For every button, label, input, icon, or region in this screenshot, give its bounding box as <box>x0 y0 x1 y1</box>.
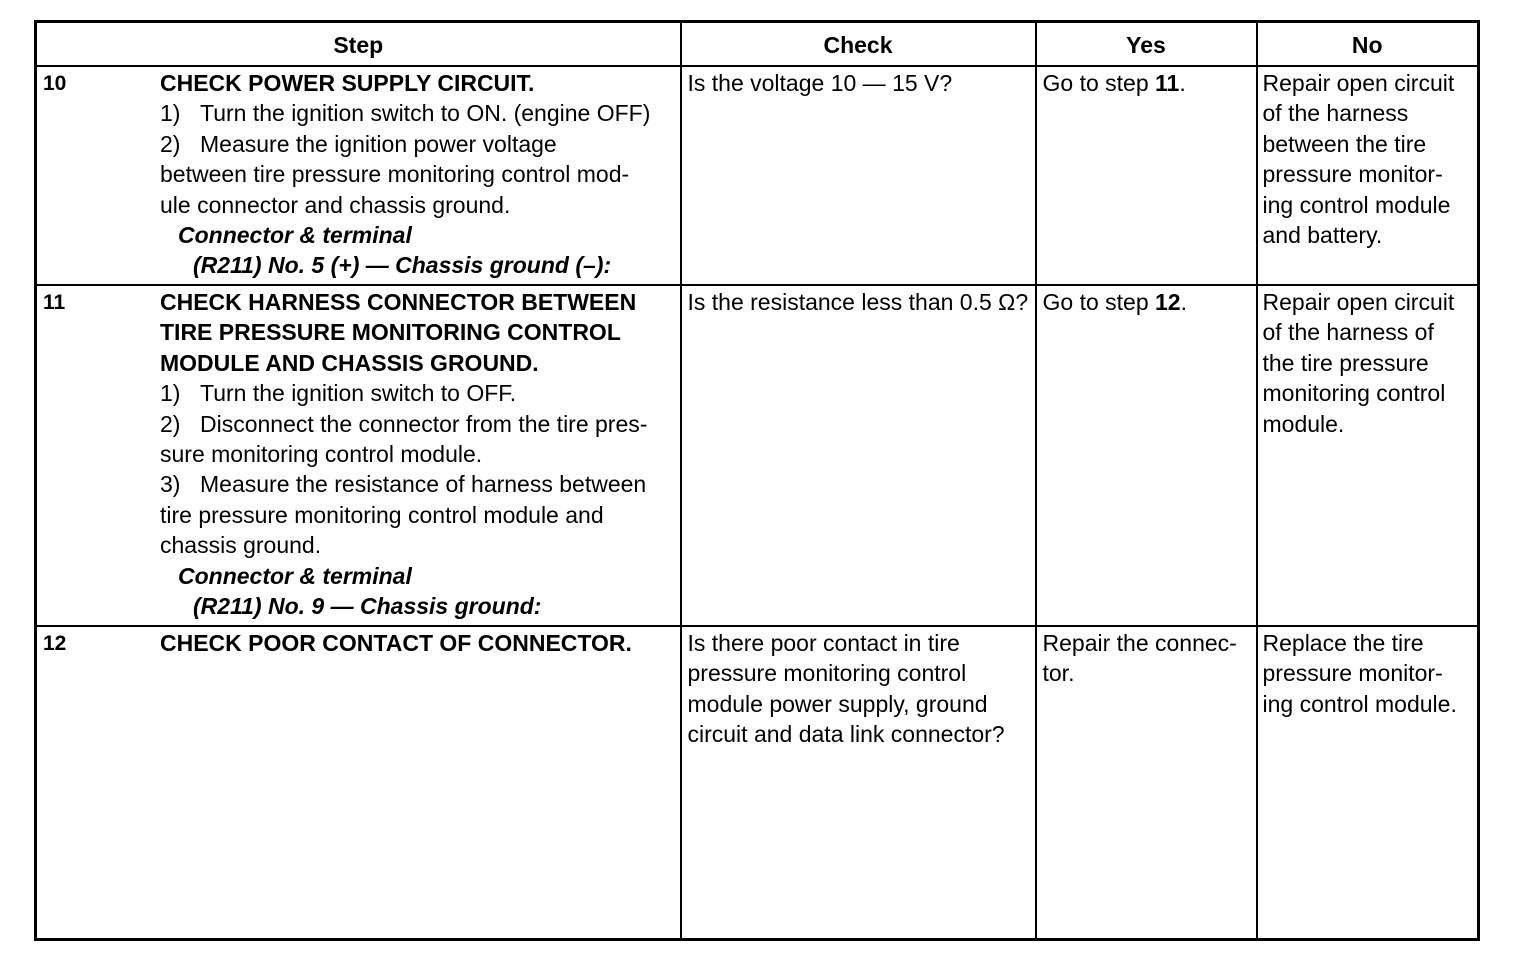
step-title: MODULE AND CHASSIS GROUND. <box>160 349 539 376</box>
no-cell <box>1257 285 1479 626</box>
table-row <box>36 626 1479 940</box>
step-body <box>160 627 680 658</box>
check-cell <box>681 66 1036 285</box>
instruction-item: 2) Disconnect the connector from the tire pres- <box>160 410 648 437</box>
table-row <box>36 285 1479 626</box>
header-yes: Yes <box>1036 22 1257 67</box>
instruction-continuation: tire pressure monitoring control module and <box>160 501 604 528</box>
step-cell <box>36 66 681 285</box>
header-no: No <box>1257 22 1479 67</box>
instruction-item: 2) Measure the ignition power voltage <box>160 130 557 157</box>
instruction-continuation: chassis ground. <box>160 532 322 559</box>
yes-cell <box>1036 66 1257 285</box>
no-cell <box>1257 626 1479 940</box>
connector-spec: (R211) No. 9 — Chassis ground: <box>193 593 542 620</box>
connector-label: Connector & terminal <box>178 562 412 589</box>
step-body <box>160 67 680 281</box>
instruction-item: 1) Turn the ignition switch to OFF. <box>160 380 517 407</box>
step-title: CHECK HARNESS CONNECTOR BETWEEN <box>160 289 637 315</box>
no-text: Repair open circuit of the harness of the tire pressure monitoring control module. <box>1262 289 1455 437</box>
yes-step-ref: 11 <box>1155 70 1180 96</box>
instruction-continuation: ule connector and chassis ground. <box>160 191 511 218</box>
instruction-item: 1) Turn the ignition switch to ON. (engine OFF) <box>160 100 651 127</box>
check-cell <box>681 285 1036 626</box>
step-body <box>160 286 680 621</box>
step-number: 10 <box>43 72 67 95</box>
step-title: CHECK POOR CONTACT OF CONNECTOR. <box>160 630 632 656</box>
step-cell <box>36 285 681 626</box>
instruction-continuation: between tire pressure monitoring control mod- <box>160 161 630 188</box>
check-text: Is there poor contact in tire pressure monitoring control module power supply, ground circuit and data link connector? <box>687 630 1005 748</box>
check-text: Is the resistance less than 0.5 Ω? <box>687 289 1029 315</box>
check-text: Is the voltage 10 — 15 V? <box>687 70 953 96</box>
check-cell <box>681 626 1036 940</box>
diagnostic-table <box>34 20 1480 941</box>
step-number: 12 <box>43 632 67 655</box>
step-number: 11 <box>43 291 66 314</box>
step-title: TIRE PRESSURE MONITORING CONTROL <box>160 319 621 346</box>
connector-label: Connector & terminal <box>178 222 412 249</box>
yes-text: Go to step 12. <box>1042 289 1187 315</box>
no-cell <box>1257 66 1479 285</box>
instruction-item: 3) Measure the resistance of harness between <box>160 471 647 498</box>
instruction-continuation: sure monitoring control module. <box>160 441 483 468</box>
step-cell <box>36 626 681 940</box>
no-text: Repair open circuit of the harness between the tire pressure monitor- ing control module and battery. <box>1262 70 1455 249</box>
yes-text: Go to step 11. <box>1042 70 1186 96</box>
yes-step-ref: 12 <box>1155 289 1181 315</box>
yes-text: Repair the connec- tor. <box>1042 630 1237 687</box>
yes-cell <box>1036 626 1257 940</box>
yes-cell <box>1036 285 1257 626</box>
table-header-row <box>36 22 1479 67</box>
connector-spec: (R211) No. 5 (+) — Chassis ground (–): <box>193 252 612 279</box>
step-title: CHECK POWER SUPPLY CIRCUIT. <box>160 70 535 96</box>
header-step: Step <box>36 22 681 67</box>
no-text: Replace the tire pressure monitor- ing control module. <box>1262 630 1457 717</box>
header-check: Check <box>681 22 1036 67</box>
table-row <box>36 66 1479 285</box>
